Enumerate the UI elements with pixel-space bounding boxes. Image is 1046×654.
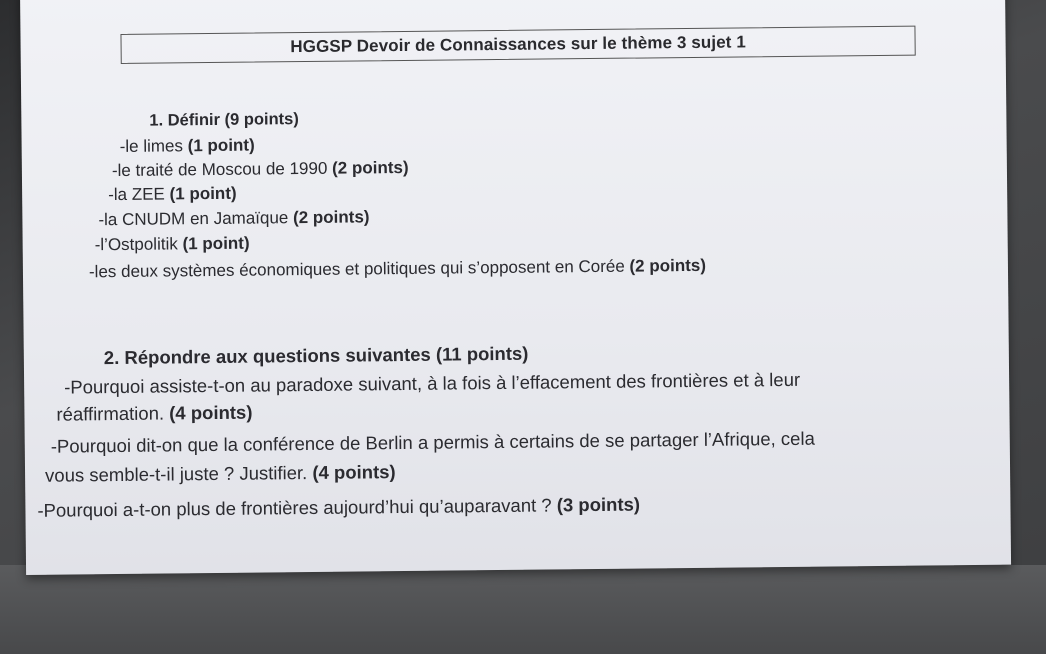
question-points: (4 points): [169, 401, 253, 424]
question-points: (4 points): [312, 461, 396, 483]
item-text: -les deux systèmes économiques et politiques qui s’opposent en Corée: [88, 256, 630, 282]
section2-heading: 2. Répondre aux questions suivantes (11 points): [103, 342, 529, 369]
page-title: HGGSP Devoir de Connaissances sur le thème 3 sujet 1: [290, 32, 746, 57]
item-points: (2 points): [331, 157, 409, 178]
item-points: (1 point): [169, 183, 237, 204]
item-text: -l’Ostpolitik: [94, 234, 183, 255]
title-box: [120, 26, 915, 64]
item-text: -la CNUDM en Jamaïque: [98, 208, 294, 230]
item-points: (2 points): [629, 255, 707, 276]
desk-surface: [0, 565, 1046, 654]
item-text: -le limes: [119, 136, 188, 156]
item-points: (2 points): [292, 207, 370, 228]
question-2-line-2: [45, 461, 396, 487]
question-1-line-2: [56, 402, 252, 426]
item-points: (1 point): [182, 233, 250, 254]
list-item: [89, 256, 706, 282]
question-3: [37, 494, 640, 522]
question-1-line-1: -Pourquoi assiste-t-on au paradoxe suivant, à la fois à l’effacement des frontières et à leur: [64, 368, 801, 398]
question-points: (3 points): [556, 493, 641, 516]
question-2-line-1: -Pourquoi dit-on que la conférence de Berlin a permis à certains de se partager l’Afrique, cela: [50, 427, 815, 457]
list-item: [98, 207, 369, 230]
question-text: réaffirmation.: [56, 402, 170, 425]
question-text: vous semble-t-il juste ? Justifier.: [44, 461, 313, 486]
item-text: -le traité de Moscou de 1990: [111, 158, 333, 181]
item-text: -la ZEE: [108, 184, 170, 205]
exam-sheet: [20, 0, 1011, 575]
list-item: [120, 136, 255, 157]
question-text: -Pourquoi a-t-on plus de frontières aujourd’hui qu’auparavant ?: [37, 494, 557, 521]
item-points: (1 point): [187, 135, 255, 156]
list-item: [108, 184, 237, 205]
list-item: [112, 158, 409, 181]
list-item: [95, 234, 250, 256]
section1-heading: 1. Définir (9 points): [149, 110, 299, 130]
